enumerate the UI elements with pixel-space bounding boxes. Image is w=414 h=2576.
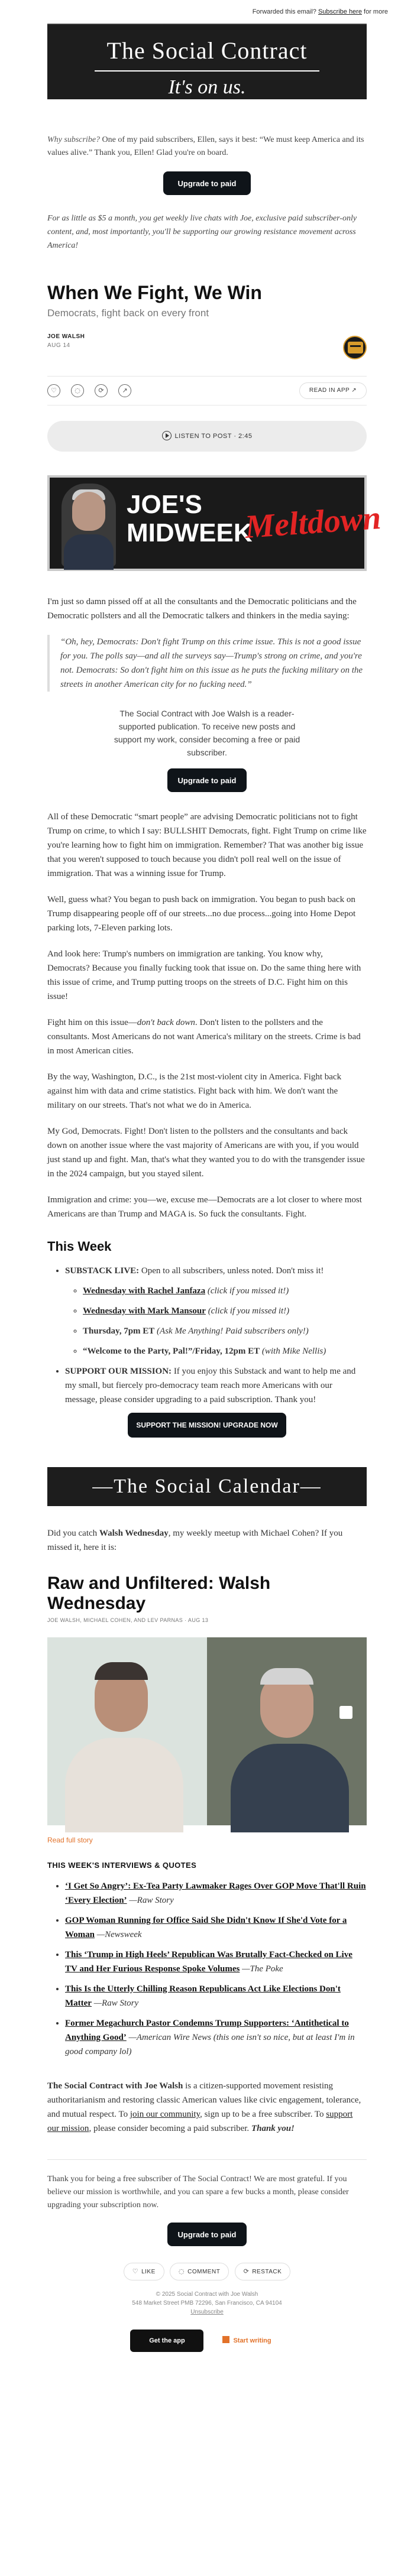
about-text: The Social Contract with Joe Walsh is a citizen-supported movement resisting authoritarianism and restoring classic American values like civic engagement, tolerance, and mutual respect. To join our community, sign up to be a free subscriber. To support our mission, please consider becoming a paid subscriber. Thank you!: [47, 2081, 361, 2133]
interviews-heading: THIS WEEK'S INTERVIEWS & QUOTES: [47, 1861, 197, 1870]
share-icon[interactable]: ↗: [118, 384, 131, 397]
list-item[interactable]: • ‘I Get So Angry’: Ex-Tea Party Lawmaker Rages Over GOP Move That'll Ruin ‘Every Election’ —Raw Story: [65, 1879, 367, 1907]
paragraph: By the way, Washington, D.C., is the 21st most-violent city in America. Fight back against him with data and crime statistics. Fight back with him. We don't want the military on our streets. That's not what we do in America.: [47, 1072, 342, 1110]
post-body-continued: [47, 810, 367, 1221]
event-link[interactable]: Wednesday with Mark Mansour: [83, 1306, 206, 1316]
restack-button[interactable]: ⟳ RESTACK: [235, 2263, 291, 2280]
byline: [47, 333, 367, 361]
closing-message: Thank you for being a free subscriber of The Social Contract! We are most grateful. If you believe our mission is worthwhile, and you can spare a few bucks a month, please consider upgrading your subscription now.: [47, 2175, 349, 2210]
paragraph: I'm just so damn pissed off at all the consultants and the Democratic politicians and the Democratic pollsters and all the Democratic talkers and thinkers in the media saying:: [47, 597, 357, 621]
paragraph: My God, Democrats. Fight! Don't listen to the pollsters and the consultants and back down on another issue where the vast majority of Americans are with you, if you would just stand up and fight. Man, that's what they wanted you to do with the transgender issue in the 2024 campaign, but you stayed silent.: [47, 1127, 365, 1179]
logo-shape: [348, 342, 363, 353]
event-link[interactable]: Wednesday with Rachel Janfaza: [83, 1286, 206, 1296]
mailing-address: 548 Market Street PMB 72296, San Francisco, CA 94104: [132, 2300, 282, 2306]
publication-logo[interactable]: [343, 336, 367, 359]
this-week-heading: This Week: [47, 1239, 112, 1254]
paragraph: Immigration and crime: you—we, excuse me—Democrats are a lot closer to where most Americans are than Trump and MAGA is. So fuck the consultants. Fight.: [47, 1195, 362, 1219]
paragraph: Well, guess what? You began to push back on immigration. You began to push back on Trump disappearing people off of our streets...no due process...going into Home Depot parking lots, 7-Eleven parking lots.: [47, 895, 356, 933]
hero-title: [127, 491, 253, 547]
comment-icon: ◌: [179, 2267, 185, 2275]
host-shoulders: [64, 534, 114, 570]
post-subtitle: Democrats, fight back on every front: [47, 307, 209, 319]
like-icon[interactable]: ♡: [47, 384, 60, 397]
play-icon[interactable]: [339, 1706, 352, 1719]
author-name[interactable]: JOE WALSH: [47, 333, 85, 340]
list-item: • SUBSTACK LIVE: Open to all subscribers, unless noted. Don't miss it! ◦ Wednesday with Rachel Janfaza (click if you missed it!) ◦ Wednesday with Mark Mansour (click if you missed it!) ◦ Thursday, 7pm ET (Ask Me Anything! Paid subscribers only!) ◦ “Welcome to the Party, Pal!”/Friday, 12pm ET (with Mike Nellis): [65, 1264, 367, 1358]
start-writing-button[interactable]: Start writing: [211, 2330, 284, 2352]
video-thumbnail[interactable]: [47, 1637, 367, 1825]
calendar-intro: Did you catch Walsh Wednesday, my weekly meetup with Michael Cohen? If you missed it, here it is:: [47, 1529, 343, 1552]
read-full-story-link[interactable]: Read full story: [47, 1836, 93, 1844]
list-item[interactable]: • GOP Woman Running for Office Said She Didn't Know If She'd Vote for a Woman —Newsweek: [65, 1913, 367, 1942]
post-title[interactable]: When We Fight, We Win: [47, 282, 262, 303]
guest-hair: [95, 1662, 148, 1680]
subscribe-widget-text: The Social Contract with Joe Walsh is a reader-supported publication. To receive new posts and support my work, consider becoming a free or paid subscriber.: [114, 709, 300, 757]
comment-icon[interactable]: ◌: [71, 384, 84, 397]
paragraph: All of these Democratic “smart people” are advising Democratic politicians not to fight Trump on crime, to which I say: BULLSHIT Democrats, fight. Fight Trump on crime like you're learning how to fight him on immigration. Remember? That was another big issue that you weren't supposed to touch because you didn't poll real well on the issue of immigration. That was a winning issue for Trump.: [47, 812, 367, 878]
host-photo: [62, 484, 116, 566]
heart-icon: ♡: [132, 2267, 139, 2275]
copyright: © 2025 Social Contract with Joe Walsh: [156, 2291, 258, 2298]
join-community-link[interactable]: join our community: [130, 2110, 200, 2119]
get-app-button[interactable]: Get the app: [130, 2330, 203, 2352]
event-item: ◦ Wednesday with Rachel Janfaza (click if you missed it!): [83, 1284, 367, 1298]
subscription-pitch: For as little as $5 a month, you get weekly live chats with Joe, exclusive paid subscriber-only content, and, most importantly, you'll be supporting our growing resistance movement across America!: [47, 214, 357, 250]
restack-icon[interactable]: ⟳: [95, 384, 108, 397]
support-mission-link[interactable]: support our mission: [47, 2110, 353, 2133]
interviews-list: [65, 1879, 367, 2059]
listen-to-post-button[interactable]: LISTEN TO POST · 2:45: [47, 421, 367, 452]
list-item[interactable]: • This ‘Trump in High Heels’ Republican Was Brutally Fact-Checked on Live TV and Her Furious Response Spoke Volumes —The Poke: [65, 1948, 367, 1976]
masthead-divider: [95, 70, 319, 72]
post-actions-bar: [47, 376, 367, 405]
event-item: ◦ Wednesday with Mark Mansour (click if you missed it!): [83, 1304, 367, 1318]
embedded-post-authors: JOE WALSH, MICHAEL COHEN, AND LEV PARNAS · AUG 13: [47, 1617, 209, 1623]
support-mission-button[interactable]: SUPPORT THE MISSION! UPGRADE NOW: [128, 1413, 286, 1438]
substack-icon: [222, 2336, 229, 2343]
list-item[interactable]: • Former Megachurch Pastor Condemns Trump Supporters: ‘Antithetical to Anything Good’ —American Wire News (this one isn't so nice, but at least I'm in good company lol): [65, 2016, 367, 2059]
comment-button[interactable]: ◌ COMMENT: [170, 2263, 229, 2280]
why-subscribe: Why subscribe? One of my paid subscribers, Ellen, says it best: “We must keep America and its values alive.” Thank you, Ellen! Glad you're on board.: [47, 135, 364, 157]
footer-address: [0, 2290, 414, 2317]
events-list: [83, 1284, 367, 1358]
logo-stripe: [350, 345, 361, 347]
blockquote: “Oh, hey, Democrats: Don't fight Trump on this crime issue. This is not a good issue for you. The polls say—and all the surveys say—Trump's strong on crime, and you're not. Democrats: So don't fight him on this issue as he puts the fucking military on the streets in another American city for no fucking need.”: [47, 635, 367, 692]
upgrade-button-bottom[interactable]: Upgrade to paid: [167, 2223, 247, 2246]
host-head: [72, 492, 105, 531]
event-item: ◦ “Welcome to the Party, Pal!”/Friday, 12pm ET (with Mike Nellis): [83, 1344, 367, 1358]
host-body: [231, 1744, 349, 1832]
restack-icon: ⟳: [243, 2267, 250, 2275]
hero-title-line2: MIDWEEK: [127, 518, 253, 547]
hero-title-line1: JOE'S: [127, 490, 202, 519]
footer-buttons: [0, 2330, 414, 2352]
embedded-post-title[interactable]: Raw and Unfiltered: Walsh Wednesday: [47, 1573, 271, 1613]
paragraph: Fight him on this issue—don't back down. Don't listen to the pollsters and the consultants. Most Americans do not want America's military on the streets. Crime is bad in most American cities.: [47, 1018, 361, 1056]
guest-body: [65, 1738, 183, 1832]
like-button[interactable]: ♡ LIKE: [124, 2263, 164, 2280]
masthead-banner[interactable]: [47, 24, 367, 99]
upgrade-button-inline[interactable]: Upgrade to paid: [167, 768, 247, 792]
masthead-title: The Social Contract: [106, 37, 308, 64]
divider: [47, 2159, 367, 2160]
host-hair: [260, 1668, 313, 1685]
hero-script: Meltdown: [244, 499, 383, 546]
unsubscribe-link[interactable]: Unsubscribe: [190, 2309, 224, 2315]
post-date: AUG 14: [47, 342, 70, 349]
subscribe-widget: [47, 707, 367, 792]
about-section: [47, 2079, 367, 2136]
hero-image[interactable]: [47, 475, 383, 571]
bottom-spacer: [0, 2352, 414, 2365]
footer-actions: [0, 2263, 414, 2280]
upgrade-button-top[interactable]: Upgrade to paid: [163, 171, 251, 195]
read-in-app-button[interactable]: READ IN APP ↗: [299, 382, 367, 399]
play-icon: [162, 431, 172, 440]
post-body: [47, 595, 367, 623]
masthead-tagline: It's on us.: [168, 76, 246, 98]
forward-notice: Forwarded this email? Subscribe here for more: [252, 8, 388, 15]
list-item: • SUPPORT OUR MISSION: If you enjoy this Substack and want to help me and my small, but fiercely pro-democracy team reach more Americans with our message, please consider upgrading to a paid subscription. Thank you!: [65, 1364, 367, 1407]
social-calendar-banner: —The Social Calendar—: [47, 1467, 367, 1506]
subscribe-link[interactable]: Subscribe here: [318, 8, 362, 15]
paragraph: And look here: Trump's numbers on immigration are tanking. You know why, Democrats? Because you finally fucking took that issue on. Do the same thing here with this issue of crime, and Trump putting troops on the streets of D.C. Fight him on this issue!: [47, 949, 361, 1001]
list-item[interactable]: • This Is the Utterly Chilling Reason Republicans Act Like Elections Don't Matter —Raw Story: [65, 1982, 367, 2010]
this-week-list: [65, 1264, 367, 1407]
event-item: ◦ Thursday, 7pm ET (Ask Me Anything! Paid subscribers only!): [83, 1324, 367, 1338]
